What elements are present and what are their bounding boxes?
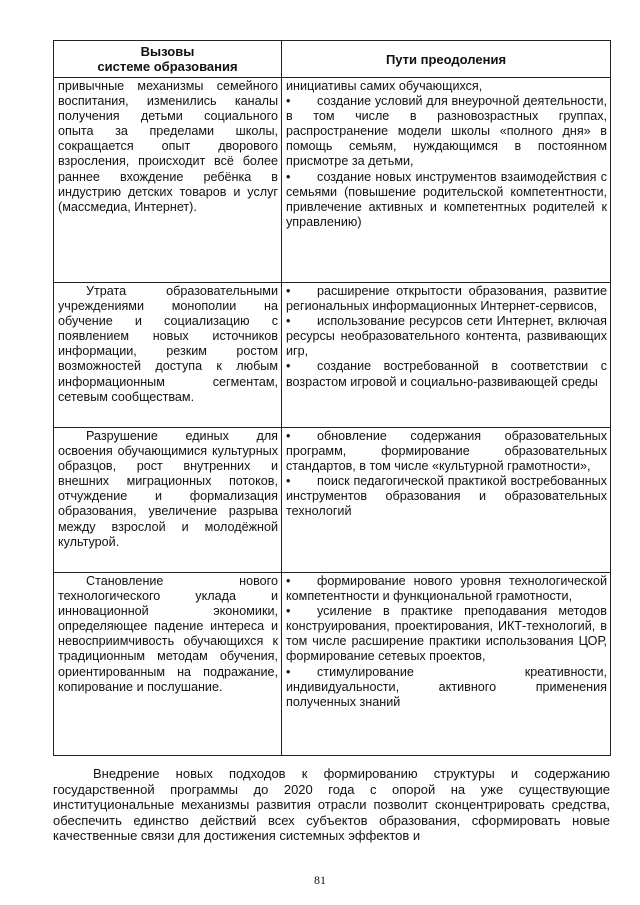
header-solutions: Пути преодоления <box>282 41 611 78</box>
solution-item <box>286 604 607 664</box>
solution-item-text: создание востребованной в соответствии с возрастом игровой и социально-развивающей среды <box>286 359 607 389</box>
solution-item <box>286 474 607 519</box>
solution-item-text: создание новых инструментов взаимодействия с семьями (повышение родительской компетентности, привлечение активных и компетентных родителей к управлению) <box>286 169 607 229</box>
page-number: 81 <box>314 873 326 887</box>
solution-item-text: расширение открытости образования, развитие региональных информационных Интернет-сервисов, <box>286 284 607 314</box>
solution-item-text: стимулирование креативности, индивидуальности, активного применения полученных знаний <box>286 664 607 709</box>
solution-item-text: обновление содержания образовательных программ, формирование образовательных стандартов, в том числе «культурной грамотности», <box>286 429 607 474</box>
table-row <box>54 428 611 573</box>
solutions-cell <box>282 283 611 428</box>
solution-item <box>286 429 607 474</box>
challenge-text: Утрата образовательными учреждениями монополии на обучение и социализацию с появлением новых источников информации, резким ростом возможностей доступа к любым информационным сегментам, сетевым сообществам. <box>58 284 278 404</box>
bullet-icon: • <box>286 94 291 109</box>
table-header-row <box>54 41 611 78</box>
solution-item-text: использование ресурсов сети Интернет, включая ресурсы необразовательного контента, развивающих игр, <box>286 314 607 359</box>
solution-item-text: поиск педагогической практикой востребованных инструментов образования и образовательных технологий <box>286 474 607 519</box>
header-challenges <box>54 41 282 78</box>
solution-item <box>286 94 607 169</box>
challenges-table <box>53 40 611 756</box>
solution-item <box>286 284 607 314</box>
solution-item <box>286 359 607 389</box>
bullet-icon: • <box>286 314 291 329</box>
solution-item <box>286 314 607 359</box>
bullet-icon: • <box>286 169 291 184</box>
solution-item <box>286 170 607 230</box>
solution-item-text: формирование нового уровня технологической компетентности и функциональной грамотности, <box>286 574 607 604</box>
body-paragraph <box>53 766 610 844</box>
solution-item-text: усиление в практике преподавания методов конструирования, проектирования, ИКТ-технологий, в том числе расширение практики использования ЦОР, формирование сетевых проектов, <box>286 604 607 664</box>
solution-item <box>286 574 607 604</box>
table-row <box>54 283 611 428</box>
solutions-cell <box>282 78 611 283</box>
bullet-icon: • <box>286 604 291 619</box>
challenge-cell <box>54 78 282 283</box>
table-row <box>54 78 611 283</box>
bullet-icon: • <box>286 474 291 489</box>
bullet-icon: • <box>286 359 291 374</box>
bullet-icon: • <box>286 429 291 443</box>
challenge-cell <box>54 573 282 756</box>
body-paragraph-text: Внедрение новых подходов к формированию структуры и содержанию государственной программы до 2020 года с опорой на уже существующие институциональные механизмы развития отрасли позволит сконцентрировать средства, обеспечить единство действий всех субъектов образования, сформировать новые качественные связи для достижения системных эффектов и <box>53 766 610 844</box>
challenge-text: Становление нового технологического уклада и инновационной экономики, определяющее падение интереса и невосприимчивость обучающихся к традиционным методам обучения, ориентированным на подражание, копирование и послушание. <box>58 574 278 694</box>
solutions-cell <box>282 428 611 573</box>
bullet-icon: • <box>286 664 291 679</box>
challenge-text: Разрушение единых для освоения обучающимися культурных образцов, рост внутренних и внешних миграционных потоков, отчуждение и формализация образования, увеличение разрыва между взрослой и молодёжной культурой. <box>58 429 278 549</box>
challenge-cell <box>54 428 282 573</box>
solution-lead-text: инициативы самих обучающихся, <box>286 79 483 93</box>
header-challenges-line1: Вызовы <box>140 44 195 59</box>
bullet-icon: • <box>286 284 291 298</box>
bullet-icon: • <box>286 574 291 588</box>
challenge-text: привычные механизмы семейного воспитания, изменились каналы получения детьми социального опыта за пределами школы, сокращается опыт дворового взросления, происходит всё более раннее вхождение ребёнка в индустрию детских товаров и услуг (массмедиа, Интернет). <box>58 79 278 214</box>
solution-item <box>286 665 607 710</box>
header-challenges-line2: системе образования <box>97 59 238 74</box>
challenge-cell <box>54 283 282 428</box>
solution-item-text: создание условий для внеурочной деятельности, в том числе в разновозрастных группах, распространение модели школы «полного дня» в помощь семьям, нуждающимся в постоянном присмотре за детьми, <box>286 94 607 169</box>
solutions-cell <box>282 573 611 756</box>
table-row <box>54 573 611 756</box>
